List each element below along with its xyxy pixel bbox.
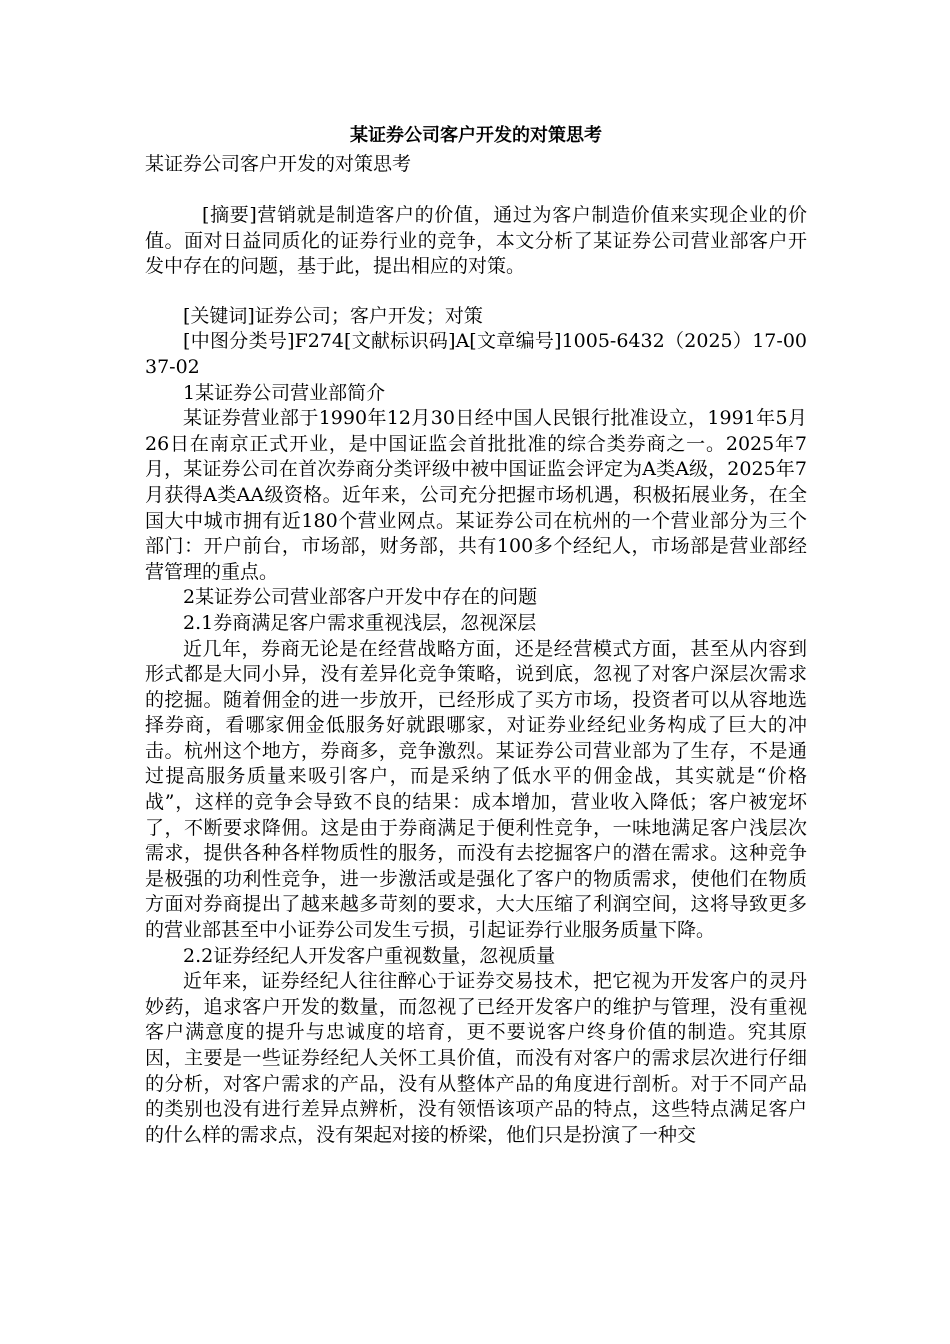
document-subtitle: 某证券公司客户开发的对策思考 <box>145 153 412 175</box>
spacer <box>145 177 807 203</box>
abstract: [摘要]营销就是制造客户的价值，通过为客户制造价值来实现企业的价值。面对日益同质化的证券行业的竞争，本文分析了某证券公司营业部客户开发中存在的问题，基于此，提出相应的对策。 <box>145 204 807 278</box>
spacer <box>145 280 807 304</box>
section-heading: 1某证券公司营业部简介 <box>183 381 386 404</box>
body-paragraph: 某证券营业部于1990年12月30日经中国人民银行批准设立，1991年5月26日在南京正式开业，是中国证监会首批批准的综合类券商之一。2025年7月，某证券公司在首次券商分类评级中被中国证监会评定为A类A级，2025年7月获得A类AA级资格。近年来，公司充分把握市场机遇，积极拓展业务，在全国大中城市拥有近180个营业网点。某证券公司在杭州的一个营业部分为三个部门：开户前台，市场部，财务部，共有100多个经纪人，市场部是营业部经营管理的重点。 <box>145 407 807 583</box>
document-title: 某证券公司客户开发的对策思考 <box>350 125 602 146</box>
classification-info: [中图分类号]F274[文献标识码]A[文章编号]1005-6432（2025）17-0037-02 <box>145 330 807 378</box>
document-page <box>145 121 807 1148</box>
body-paragraph: 近几年，券商无论是在经营战略方面，还是经营模式方面，甚至从内容到形式都是大同小异，没有差异化竞争策略，说到底，忽视了对客户深层次需求的挖掘。随着佣金的进一步放开，已经形成了买方市场，投资者可以从容地选择券商，看哪家佣金低服务好就跟哪家，对证券业经纪业务构成了巨大的冲击。杭州这个地方，券商多，竞争激烈。某证券公司营业部为了生存，不是通过提高服务质量来吸引客户，而是采纳了低水平的佣金战，其实就是“价格战”，这样的竞争会导致不良的结果：成本增加，营业收入降低；客户被宠坏了，不断要求降佣。这是由于券商满足于便利性竞争，一味地满足客户浅层次需求，提供各种各样物质性的服务，而没有去挖掘客户的潜在需求。这种竞争是极强的功利性竞争，进一步激活或是强化了客户的物质需求，使他们在物质方面对券商提出了越来越多苛刻的要求，大大压缩了利润空间，这将导致更多的营业部甚至中小证券公司发生亏损，引起证券行业服务质量下降。 <box>145 637 807 942</box>
subsection-heading: 2.1券商满足客户需求重视浅层，忽视深层 <box>183 611 537 634</box>
keywords: [关键词]证券公司；客户开发；对策 <box>183 304 483 327</box>
section-heading: 2某证券公司营业部客户开发中存在的问题 <box>183 586 538 609</box>
subsection-heading: 2.2证券经纪人开发客户重视数量，忽视质量 <box>183 944 556 967</box>
body-paragraph: 近年来，证券经纪人往往醉心于证券交易技术，把它视为开发客户的灵丹妙药，追求客户开发的数量，而忽视了已经开发客户的维护与管理，没有重视客户满意度的提升与忠诚度的培育，更不要说客户终身价值的制造。究其原因，主要是一些证券经纪人关怀工具价值，而没有对客户的需求层次进行仔细的分析，对客户需求的产品，没有从整体产品的角度进行剖析。对于不同产品的类别也没有进行差异点辨析，没有领悟该项产品的特点，这些特点满足客户的什么样的需求点，没有架起对接的桥梁，他们只是扮演了一种交 <box>145 970 807 1146</box>
